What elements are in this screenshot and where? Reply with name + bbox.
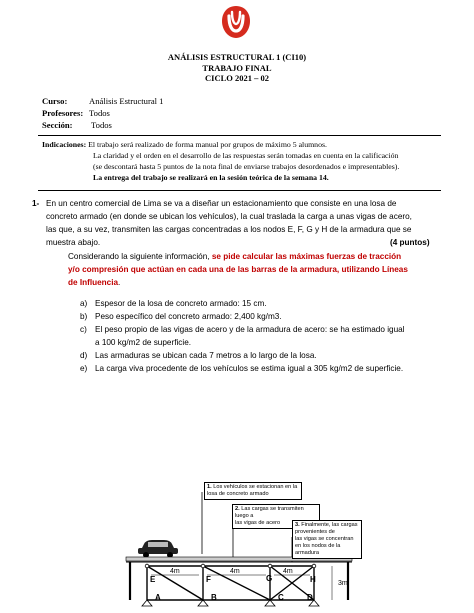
list-item-continuation: a 100 kg/m2 de superficie.	[95, 338, 192, 347]
consider-line1	[68, 251, 401, 263]
note-2-text-b: las vigas de acero	[235, 520, 281, 526]
problem-number: 1-	[32, 199, 40, 208]
list-item	[80, 350, 317, 362]
node-label-a: A	[155, 593, 161, 602]
list-letter: b)	[80, 312, 88, 321]
list-item	[80, 324, 405, 336]
list-letter: d)	[80, 351, 88, 360]
consider-period: .	[118, 278, 121, 287]
profesores-row	[42, 108, 110, 118]
list-letter: a)	[80, 299, 88, 308]
note-2-text-a: Las cargas se transmiten luego a	[235, 506, 304, 519]
list-item	[80, 298, 267, 310]
support-a	[142, 600, 152, 606]
list-letter: c)	[80, 325, 87, 334]
node-label-c: C	[278, 593, 284, 602]
cycle-title: CICLO 2021 – 02	[205, 73, 269, 83]
list-letter: e)	[80, 364, 88, 373]
note-1-text-b: losa de concreto armado	[207, 491, 269, 497]
problem-line4: muestra abajo.	[46, 238, 101, 247]
node-label-h: H	[310, 575, 316, 584]
list-text: La carga viva procedente de los vehículos se estima igual a 305 kg/m2 de superficie.	[95, 364, 404, 373]
consider-highlight-1: se pide calcular las máximas fuerzas de tracción	[211, 252, 402, 261]
car-icon	[138, 540, 178, 558]
indicaciones-label: Indicaciones:	[42, 140, 87, 149]
problem-line2: concreto armado (en donde se ubican los vehículos), la cual traslada la carga a unas vigas de acero,	[46, 212, 412, 221]
node-label-g: G	[266, 574, 273, 583]
list-text: Las armaduras se ubican cada 7 metros a lo largo de la losa.	[95, 351, 317, 360]
note-3-text-c: armadura	[295, 550, 319, 556]
profesores-value: Todos	[89, 108, 110, 118]
truss-diagram	[120, 482, 360, 608]
seccion-row	[42, 120, 112, 130]
indicaciones-line2: La claridad y el orden en el desarrollo de las respuestas serán tomadas en cuenta en la calificación	[93, 151, 399, 160]
note-3-text-a: Finalmente, las cargas provenientes de	[295, 522, 358, 535]
node-label-b: B	[211, 593, 217, 602]
node-label-d: D	[307, 593, 313, 602]
note-1	[204, 482, 302, 500]
consider-line2: y/o compresión que actúan en cada una de las barras de la armadura, utilizando Líneas	[68, 265, 408, 274]
profesores-label: Profesores:	[42, 108, 84, 118]
curso-label: Curso:	[42, 96, 68, 106]
node-label-f: F	[206, 575, 211, 584]
note-3	[292, 520, 362, 559]
list-text: El peso propio de las vigas de acero y de la armadura de acero: se ha estimado igual	[95, 325, 405, 334]
divider-bottom	[38, 190, 441, 191]
note-2-number: 2.	[235, 506, 240, 512]
note-1-text-a: Los vehículos se estacionan en la	[211, 484, 298, 490]
dim-label-4m-1: 4m	[170, 568, 180, 575]
node-label-e: E	[150, 575, 156, 584]
curso-value: Análisis Estructural 1	[89, 96, 164, 106]
consider-highlight-3: de Influencia	[68, 278, 119, 287]
dim-label-4m-2: 4m	[230, 568, 240, 575]
problem-points: (4 puntos)	[390, 238, 430, 247]
seccion-value: Todos	[91, 120, 112, 130]
problem-line3: las que, a su vez, transmiten las cargas concentradas a los nodos E, F, G y H de la armadura que se	[46, 225, 412, 234]
indicaciones-line1: El trabajo será realizado de forma manual por grupos de máximo 5 alumnos.	[88, 140, 327, 149]
support-c	[265, 600, 275, 606]
document-title: TRABAJO FINAL	[202, 63, 272, 73]
list-text: Espesor de la losa de concreto armado: 15 cm.	[95, 299, 267, 308]
list-text: Peso específico del concreto armado: 2,400 kg/m3.	[95, 312, 282, 321]
dim-label-3m: 3m	[338, 580, 348, 587]
support-b	[198, 600, 208, 606]
divider-top	[38, 135, 441, 136]
problem-line1: En un centro comercial de Lima se va a diseñar un estacionamiento que consiste en una losa de	[46, 199, 397, 208]
indicaciones-line3: (se descontará hasta 5 puntos de la nota final de enviarse trabajos desordenados e impresentables).	[93, 162, 400, 171]
list-item	[80, 363, 404, 375]
consider-intro: Considerando la siguiente información,	[68, 252, 212, 261]
note-1-number: 1.	[207, 484, 212, 490]
seccion-label: Sección:	[42, 120, 73, 130]
consider-line3	[68, 277, 120, 289]
note-3-text-b: las vigas se concentran en los nodos de la	[295, 536, 354, 549]
indicaciones-line4: La entrega del trabajo se realizará en la sesión teórica de la semana 14.	[93, 173, 329, 182]
course-title: ANÁLISIS ESTRUCTURAL 1 (CI10)	[167, 52, 307, 62]
list-item	[80, 311, 282, 323]
upc-logo-icon	[219, 4, 253, 40]
curso-row	[42, 96, 164, 106]
note-3-number: 3.	[295, 522, 300, 528]
dim-label-4m-3: 4m	[283, 568, 293, 575]
